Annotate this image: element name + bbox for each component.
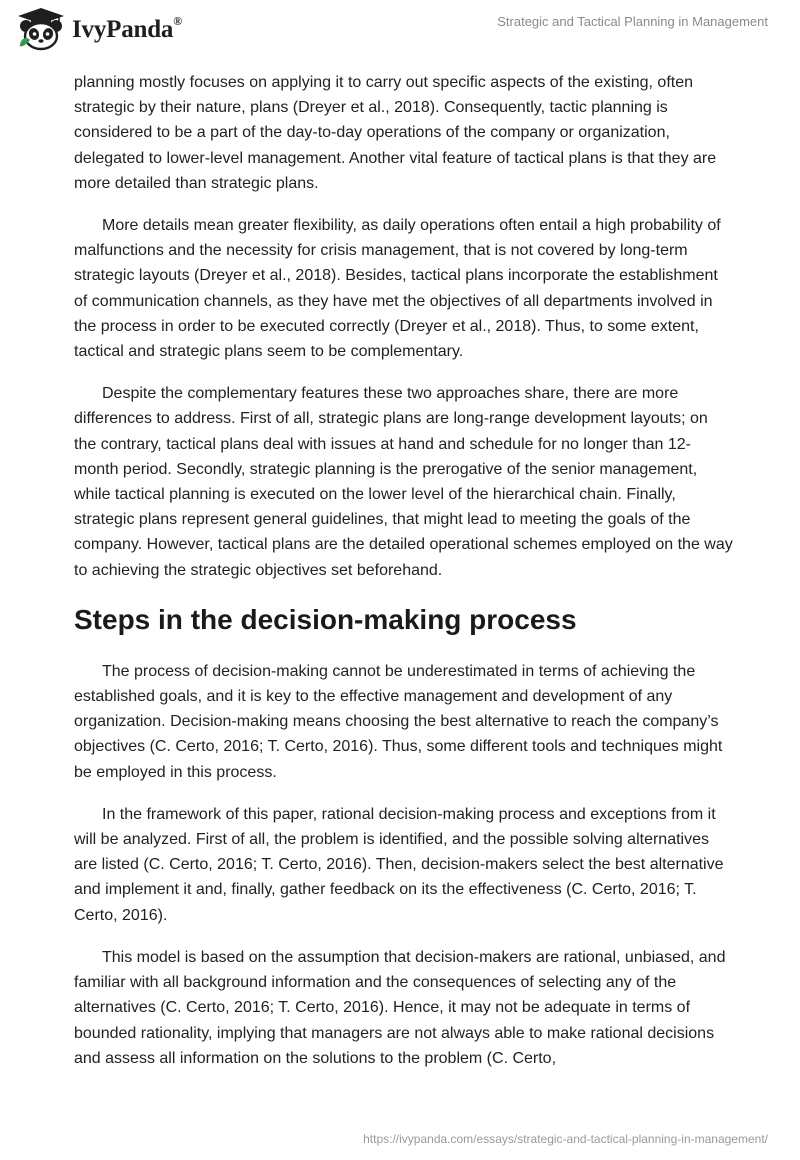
paragraph: This model is based on the assumption that decision-makers are rational, unbiased, and familiar with all background information and the consequences of selecting any of the alternatives (C. Certo, 2016; T. Certo, 2016). Hence, it may not be adequate in terms of bounded rationality, implying that managers are not always able to make rational decisions and assess all information on the solutions to the problem (C. Certo, bbox=[74, 948, 726, 1067]
brand-name: IvyPanda® bbox=[72, 13, 182, 43]
paragraph: In the framework of this paper, rational decision-making process and exceptions from it will be analyzed. First of all, the problem is identified, and the possible solving alternatives are listed (C. Certo, 2016; T. Certo, 2016). Then, decision-makers select the best alternative and implement it and, finally, gather feedback on its the effectiveness (C. Certo, 2016; T. Certo, 2016). bbox=[74, 805, 724, 924]
source-url-link[interactable]: https://ivypanda.com/essays/strategic-and-tactical-planning-in-management/ bbox=[363, 1132, 768, 1146]
ivypanda-logo[interactable] bbox=[14, 6, 182, 52]
paragraph: More details mean greater flexibility, as daily operations often entail a high probability of malfunctions and the necessity for crisis management, that is not covered by long-term strategic layouts (Dreyer et al., 2018). Besides, tactical plans incorporate the establishment of communication channels, as they have met the objectives of all departments involved in the process in order to be executed correctly (Dreyer et al., 2018). Thus, to some extent, tactical and strategic plans seem to be complementary. bbox=[74, 217, 721, 361]
essay-body bbox=[74, 70, 734, 1088]
paragraph: planning mostly focuses on applying it to carry out specific aspects of the existing, often strategic by their nature, plans (Dreyer et al., 2018). Consequently, tactic planning is considered to be a part of the day-to-day operations of the company or organization, delegated to lower-level management. Another vital feature of tactical plans is that they are more detailed than strategic plans. bbox=[74, 74, 717, 192]
paragraph: The process of decision-making cannot be underestimated in terms of achieving the established goals, and it is key to the effective management and development of any organization. Decision-making means choosing the best alternative to reach the company’s objectives (C. Certo, 2016; T. Certo, 2016). Thus, some different tools and techniques might be employed in this process. bbox=[74, 662, 723, 781]
page-header bbox=[0, 0, 800, 56]
panda-logo-icon bbox=[14, 6, 68, 52]
section-heading: Steps in the decision-making process bbox=[74, 603, 577, 635]
paragraph: Despite the complementary features these two approaches share, there are more differences to address. First of all, strategic plans are long-range development layouts; on the contrary, tactical plans deal with issues at hand and schedule for no longer than 12-month period. Secondly, strategic planning is the prerogative of the senior management, while tactical planning is executed on the lower level of the hierarchical chain. Finally, strategic plans represent general guidelines, that might lead to meeting the goals of the company. However, tactical plans are the detailed operational schemes employed on the way to achieving the strategic objectives set beforehand. bbox=[74, 385, 733, 579]
document-title: Strategic and Tactical Planning in Management bbox=[497, 14, 768, 29]
